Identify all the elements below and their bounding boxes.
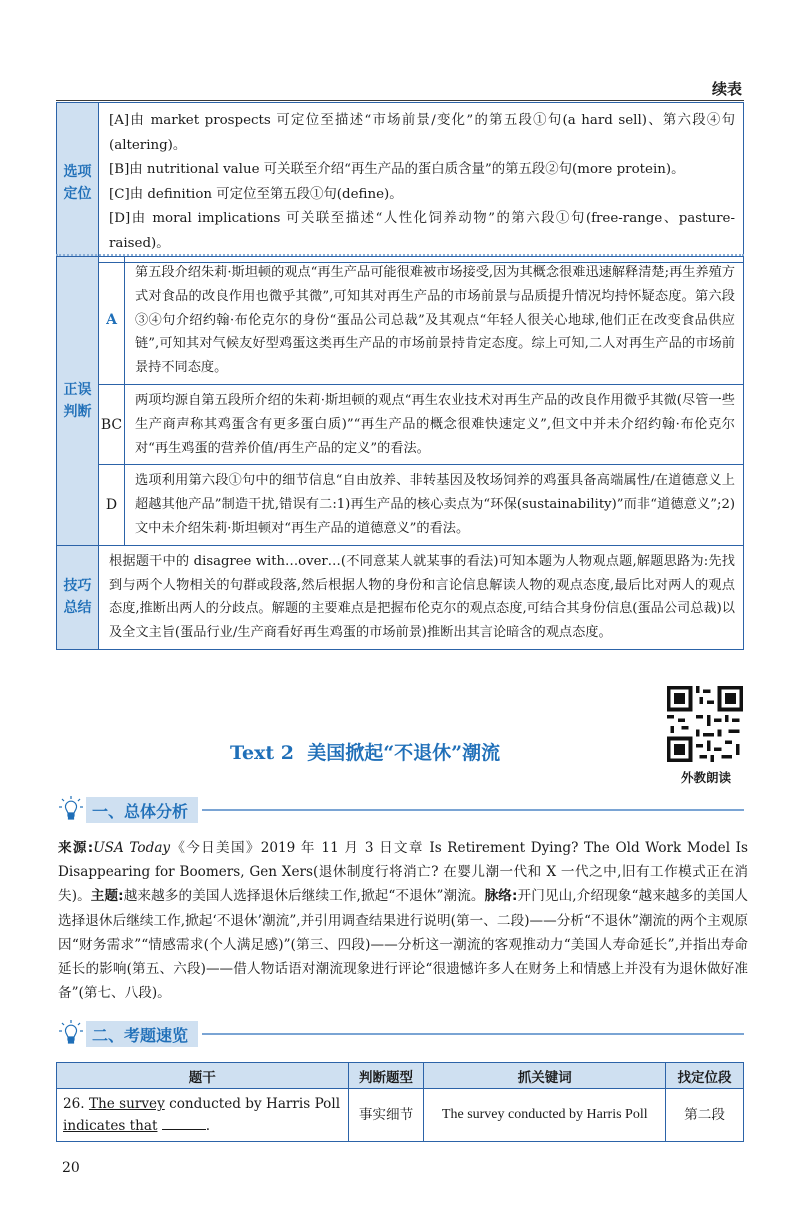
- lightbulb-icon: [58, 795, 84, 825]
- option-location-content: [99, 103, 744, 263]
- section-heading-analysis: [58, 795, 744, 825]
- header-rule: [56, 100, 744, 101]
- header-locate: 找定位段: [666, 1063, 744, 1089]
- answer-blank: [162, 1116, 206, 1130]
- qr-label: 外教朗读: [680, 770, 731, 785]
- side-label-line: 技巧: [63, 578, 92, 595]
- option-label-a: A: [99, 257, 125, 385]
- side-label-line: 选项: [63, 163, 92, 180]
- side-label-line: 总结: [63, 600, 92, 617]
- header-stem: 题干: [57, 1063, 349, 1089]
- keywords: The survey conducted by Harris Poll: [424, 1089, 666, 1142]
- question-type: 事实细节: [348, 1089, 424, 1142]
- stem-underlined: indicates that: [63, 1118, 158, 1134]
- option-label-d: D: [99, 465, 125, 545]
- text2-title: Text 2 美国掀起“不退休”潮流: [230, 742, 501, 764]
- side-label-line: 正误: [63, 381, 92, 398]
- theme-label: 主题:: [90, 888, 124, 905]
- stem-end: .: [205, 1118, 211, 1134]
- skill-summary: 根据题干中的 disagree with…over…(不同意某人就某事的看法)可知本题为人物观点题,解题思路为:先找到与两个人物相关的句群或段落,然后根据人物的身份和言论信息解读人物的观点态度,最后比对两人的观点态度,推断出两人的分歧点。解题的主要难点是把握布伦克尔的观点态度,可结合其身份信息(蛋品公司总裁)以及全文主旨(蛋品行业/生产商看好再生鸡蛋的市场前景)推断出其言论暗含的观点态度。: [99, 545, 744, 649]
- option-label-bc: BC: [99, 384, 125, 464]
- header-keywords: 抓关键词: [424, 1063, 666, 1089]
- continued-label: 续表: [711, 80, 742, 98]
- option-location-line: [A]由 market prospects 可定位至描述“市场前景/变化”的第五段①句(a hard sell)、第六段④句(altering)。: [109, 113, 735, 153]
- table-row: [57, 1089, 744, 1142]
- question-number: 26.: [63, 1096, 85, 1112]
- page-number: 20: [62, 1160, 80, 1176]
- section-title: 二、考题速览: [86, 1021, 198, 1047]
- option-location-side-label: [57, 103, 99, 263]
- exam-table-header: [57, 1063, 744, 1089]
- source-label: 来源:: [58, 840, 94, 856]
- side-label-line: 定位: [63, 185, 92, 202]
- option-location-line: [C]由 definition 可定位至第五段①句(define)。: [109, 186, 403, 202]
- qr-code-icon[interactable]: [667, 686, 743, 762]
- section-heading-exam: [58, 1019, 744, 1049]
- section-rule: [202, 809, 744, 811]
- option-analysis-a: 第五段介绍朱莉·斯坦顿的观点“再生产品可能很难被市场接受,因为其概念很难迅速解释清楚;再生养殖方式对食品的改良作用也微乎其微”,可知其对再生产品的市场前景与品质提升情况均持怀疑态度。第六段③④句介绍约翰·布伦克尔的身份“蛋品公司总裁”及其观点“年轻人很关心地球,他们正在改变食品供应链”,可知其对气候友好型鸡蛋这类再生产品的市场前景持肯定态度。综上可知,二人对再生产品的市场前景持不同态度。: [125, 257, 744, 385]
- theme-text: 越来越多的美国人选择退休后继续工作,掀起“不退休”潮流。: [123, 888, 485, 905]
- stem-text: conducted by Harris Poll: [169, 1096, 341, 1112]
- skill-side-label: [57, 545, 99, 649]
- locate-paragraph: 第二段: [666, 1089, 744, 1142]
- header-type: 判断题型: [348, 1063, 424, 1089]
- context-text: 开门见山,介绍现象“越来越多的美国人选择退休后继续工作,掀起‘不退休’潮流”,并引用调查结果进行说明(第一、二段)——分析“不退休”潮流的两个主观原因“财务需求”“情感需求(个人满足感)”(第三、四段)——分析这一潮流的客观推动力“美国人寿命延长”,并指出寿命延长的影响(第五、六段)——借人物话语对潮流现象进行评论“很遗憾许多人在财务上和情感上并没有为退休做好准备”(第七、八段)。: [58, 888, 748, 1002]
- exam-table: [56, 1062, 744, 1142]
- source-text: 《今日美国》2019 年 11 月 3 日文章 Is Retirement Dying? The Old Work Model Is Disappearing for Boomers, Gen Xers(退休制度行将消亡? 在婴儿潮一代和 X 一代之中,旧有工作模式正在消失)。: [58, 840, 749, 905]
- option-location-line: [D]由 moral implications 可关联至描述“人性化饲养动物”的第六段①句(free-range、pasture-raised)。: [109, 211, 735, 251]
- stem-underlined: The survey: [88, 1096, 165, 1112]
- judgement-box: [56, 256, 744, 650]
- option-analysis-d: 选项利用第六段①句中的细节信息“自由放养、非转基因及牧场饲养的鸡蛋具备高端属性/在道德意义上超越其他产品”制造干扰,错误有二:1)再生产品的核心卖点为“环保(sustainability)”而非“道德意义”;2)文中未介绍朱莉·斯坦顿对“再生产品的道德意义”的看法。: [125, 465, 744, 545]
- lightbulb-icon: [58, 1019, 84, 1049]
- context-label: 脉络:: [484, 888, 518, 905]
- source-publication: USA Today: [93, 840, 171, 856]
- question-stem: [57, 1089, 349, 1142]
- section-title: 一、总体分析: [86, 797, 198, 823]
- analysis-paragraph: [58, 836, 748, 1005]
- option-location-box: [56, 102, 744, 263]
- section-rule: [202, 1033, 744, 1035]
- judgement-side-label: [57, 257, 99, 546]
- side-label-line: 判断: [63, 403, 92, 420]
- option-location-line: [B]由 nutritional value 可关联至介绍“再生产品的蛋白质含量”的第五段②句(more protein)。: [109, 162, 685, 177]
- option-analysis-bc: 两项均源自第五段所介绍的朱莉·斯坦顿的观点“再生农业技术对再生产品的改良作用微乎其微(尽管一些生产商声称其鸡蛋含有更多蛋白质)”“再生产品的概念很难快速定义”,但文中并未介绍约翰·布伦克尔对“再生鸡蛋的营养价值/再生产品的定义”的看法。: [125, 384, 744, 464]
